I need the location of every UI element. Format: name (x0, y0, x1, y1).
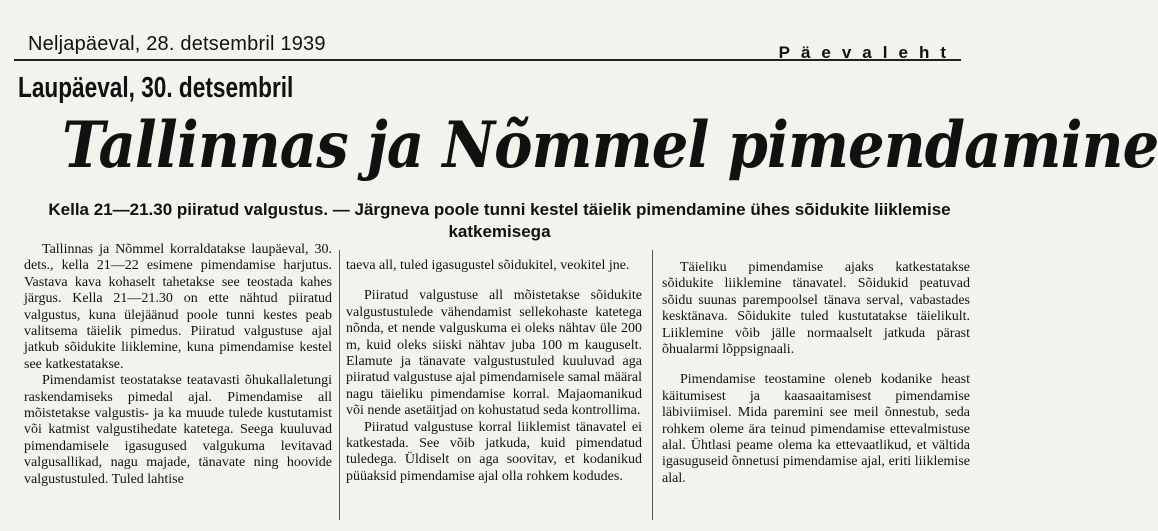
paragraph: Pimendamise teostamine oleneb kodanike heast käitumisest ja kaasaaitamisest pimendamise läbiviimisel. Mida paremini see meil õnnestub, seda rohkem oleme ära teinud pimendamise ettevalmistuse alal. Ühtlasi peame olema ka ettevaatlikud, et vältida igasuguseid õnnetusi pimendamise ajal, eriti liiklemise alal. (662, 372, 970, 486)
paragraph: Pimendamist teostatakse teatavasti õhukallaletungi raskendamiseks pimedal ajal. Pimendamise all mõistetakse valgustis- ja ka muude tulede kustutamist või katmist valgustihedate katetega. Seega kuuluvad pimendamisele igasugused valgukuma levitavad valgusallikad, nagu majade, tänavate ning hoovide valgustustuled. Tuled lahtise (24, 373, 332, 487)
newspaper-name: Päevaleht (778, 43, 957, 62)
article-subhead: Kella 21—21.30 piiratud valgustus. — Järgneva poole tunni kestel täielik pimendamine ühes sõidukite liiklemise katkemisega (48, 200, 951, 241)
issue-date: Neljapäeval, 28. detsembril 1939 (28, 33, 326, 55)
article-kicker: Laupäeval, 30. detsembril (18, 72, 294, 104)
paragraph: Tallinnas ja Nõmmel korraldatakse laupäeval, 30. dets., kella 21—22 esimene pimendamise harjutus. Vastava kava kohaselt tahetakse see teostada kahes järgus. Kella 21—21.30 on ette nähtud piiratud valgustus, kuna ülejäänud poole tunni kestes peab valitsema täielik pimedus. Piiratud valgustuse ajal jatkub sõidukite liiklemine, kuna pimendamise kestel see katkestatakse. (24, 242, 332, 372)
masthead (14, 33, 961, 61)
article-column-3 (662, 260, 970, 487)
article-headline: Tallinnas ja Nõmmel pimendamine (62, 108, 1158, 183)
article-column-1 (24, 242, 332, 488)
paragraph: taeva all, tuled igasugustel sõidukitel, veokitel jne. (346, 258, 630, 273)
article-column-2 (346, 258, 642, 485)
paragraph: Piiratud valgustuse all mõistetakse sõidukite valgustustulede vähendamist sellekohaste katetega nõnda, et nende valguskuma ei oleks nähtav üle 200 m, kuid oleks siiski nähtav juba 100 m kauguselt. Elamute ja tänavate valgustustuled kuuluvad aga piiratud valgustuse ajal pimendamisele samal määral nagu täieliku pimendamise korral. Majaomanikud või nende asetäitjad on kohustatud seda kontrollima. (346, 288, 642, 419)
column-divider (652, 250, 653, 520)
paragraph: Täieliku pimendamise ajaks katkestatakse sõidukite liiklemine tänavatel. Sõidukid peatuvad sõidu suunas parempoolsel tänava serval, vabastades kesktänava. Sõidukite tuled kustutatakse täielikult. Liiklemine võib jälle normaalselt jatkuda pärast õhualarmi lõppsignaali. (662, 260, 970, 358)
paragraph: Piiratud valgustuse korral liiklemist tänavatel ei katkestada. See võib jatkuda, kuid pimendatud tuledega. Üldiselt on aga soovitav, et kodanikud püüaksid pimendamise ajal olla rohkem kodudes. (346, 419, 642, 484)
column-divider (339, 250, 340, 520)
